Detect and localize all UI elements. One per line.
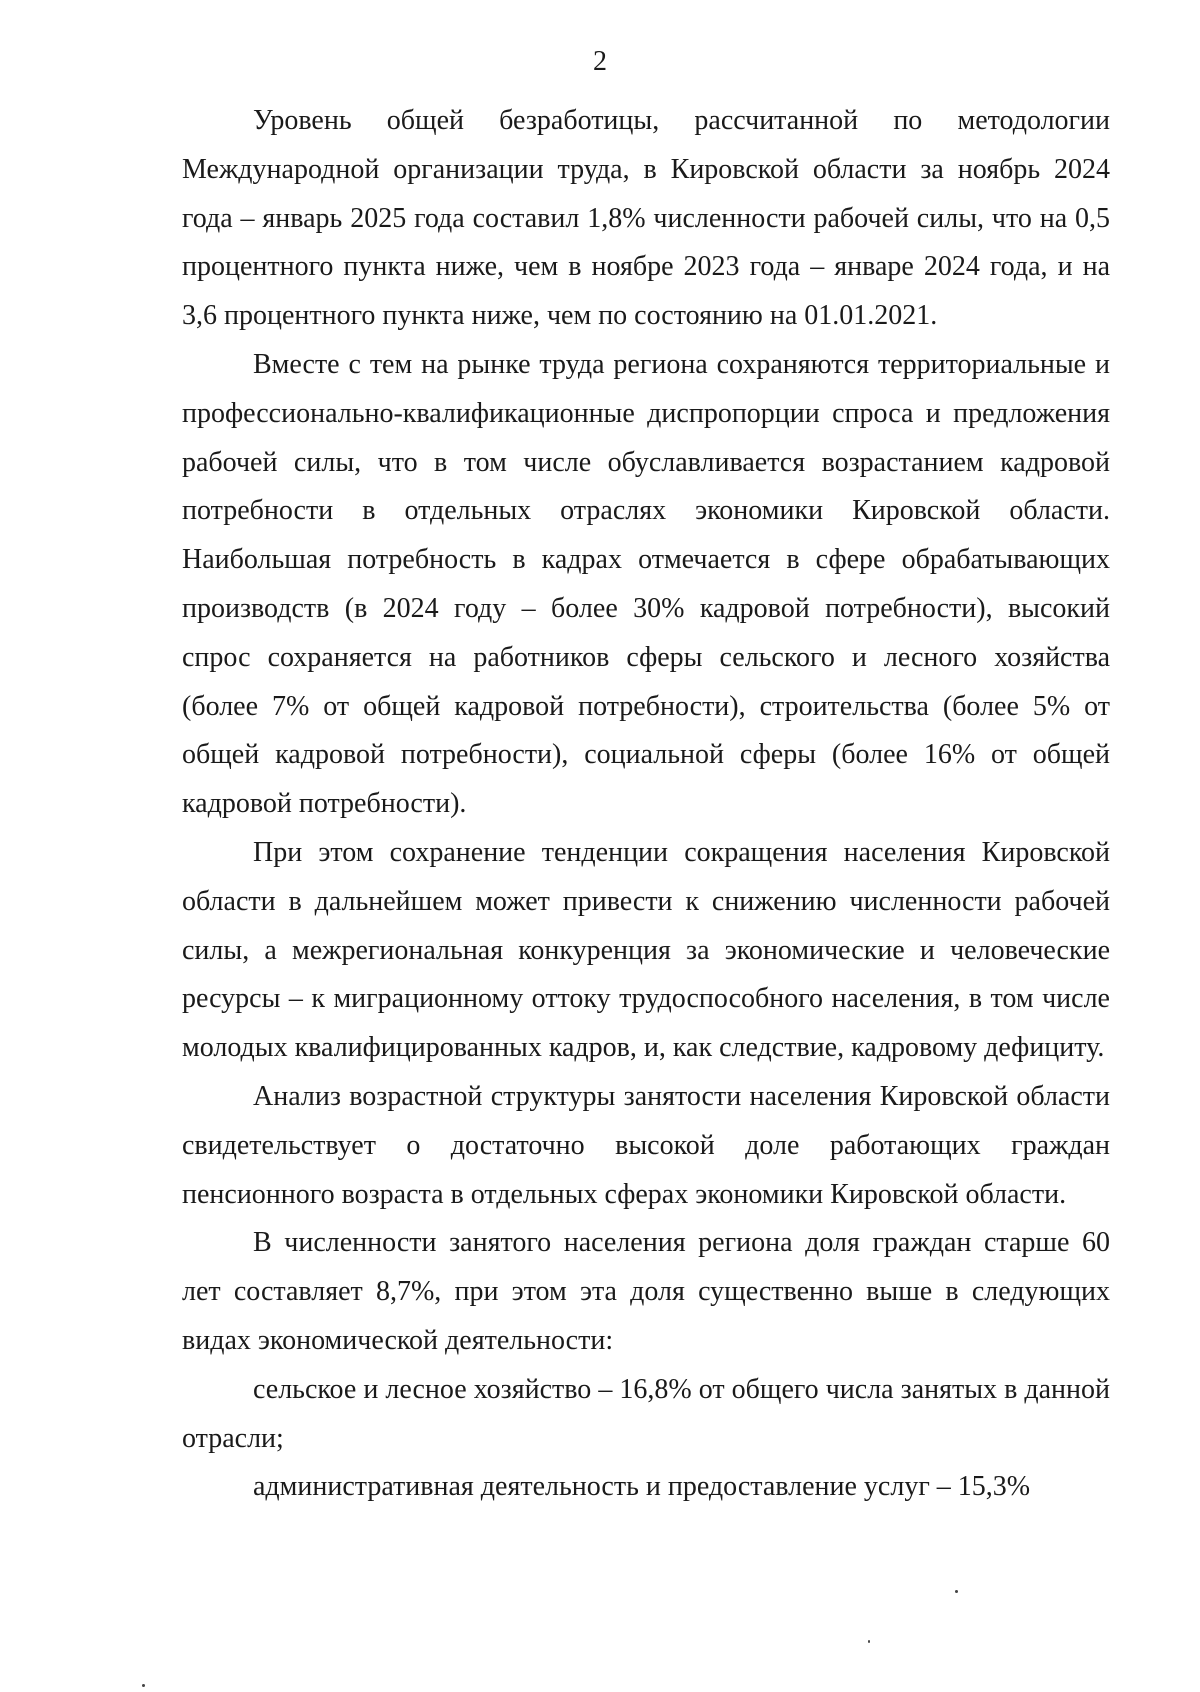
document-body xyxy=(182,97,1110,1512)
list-item-agriculture-forestry: сельское и лесное хозяйство – 16,8% от общего числа занятых в данной отрасли; xyxy=(182,1373,1110,1454)
paragraph-labor-market-disproportions: Вместе с тем на рынке труда региона сохраняются территориальные и профессионально-квалификационные диспропорции спроса и предложения рабочей силы, что в том числе обуславливается возрастанием кадровой потребности в отдельных отраслях экономики Кировской области. Наибольшая потребность в кадрах отмечается в сфере обрабатывающих производств (в 2024 году – более 30% кадровой потребности), высокий спрос сохраняется на работников сферы сельского и лесного хозяйства (более 7% от общей кадровой потребности), строительства (более 5% от общей кадровой потребности), социальной сферы (более 16% от общей кадровой потребности). xyxy=(182,348,1110,820)
scan-speck xyxy=(142,1684,145,1687)
paragraph-population-decline: При этом сохранение тенденции сокращения населения Кировской области в дальнейшем может привести к снижению численности рабочей силы, а межрегиональная конкуренция за экономические и человеческие ресурсы – к миграционному оттоку трудоспособного населения, в том числе молодых квалифицированных кадров, и, как следствие, кадровому дефициту. xyxy=(182,836,1110,1064)
scan-speck xyxy=(868,1640,870,1643)
scan-speck xyxy=(955,1590,958,1593)
paragraph-unemployment-level: Уровень общей безработицы, рассчитанной по методологии Международной организации труда, в Кировской области за ноябрь 2024 года – январь 2025 года составил 1,8% численности рабочей силы, что на 0,5 процентного пункта ниже, чем в ноябре 2023 года – январе 2024 года, и на 3,6 процентного пункта ниже, чем по состоянию на 01.01.2021. xyxy=(182,105,1110,332)
list-item-administrative-services: административная деятельность и предоставление услуг – 15,3% xyxy=(253,1471,1031,1503)
page-number: 2 xyxy=(593,46,607,77)
paragraph-age-structure: Анализ возрастной структуры занятости населения Кировской области свидетельствует о достаточно высокой доле работающих граждан пенсионного возраста в отдельных сферах экономики Кировской области. xyxy=(182,1080,1110,1210)
paragraph-employed-over-60: В численности занятого населения региона доля граждан старше 60 лет составляет 8,7%, при этом эта доля существенно выше в следующих видах экономической деятельности: xyxy=(182,1227,1110,1356)
